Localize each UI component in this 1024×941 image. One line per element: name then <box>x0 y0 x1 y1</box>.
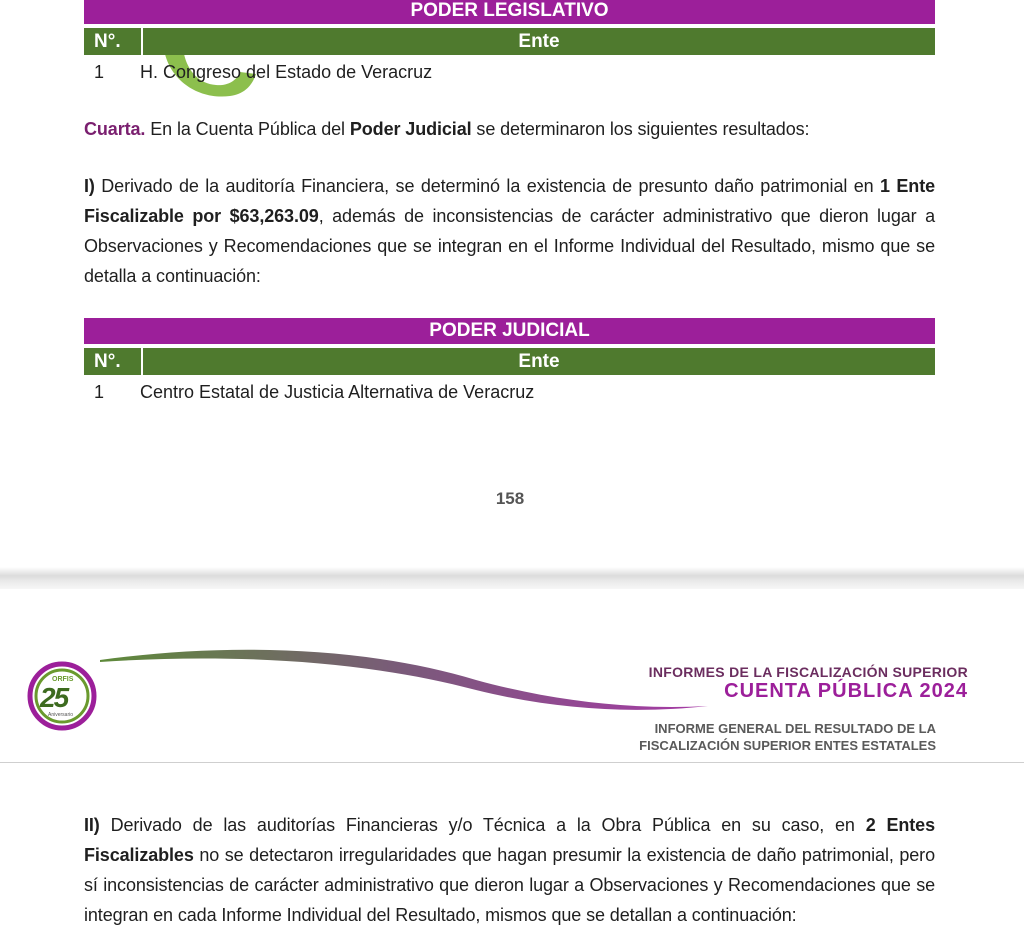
table-row <box>84 379 935 405</box>
header-line-cuenta-publica: CUENTA PÚBLICA 2024 <box>724 680 968 702</box>
column-header-ente: Ente <box>518 351 560 372</box>
text-segment: Derivado de la auditoría Financiera, se determinó la existencia de presunto daño patrimonial en <box>94 176 881 196</box>
text-segment: no se detectaron irregularidades que hagan presumir la existencia de daño patrimonial, pero sí inconsistencias de carácter administrativo que dieron lugar a Observaciones y Recomendaciones que se integran en cada Informe Individual del Resultado, mismos que se detallan a continuación: <box>84 845 935 925</box>
header-divider <box>0 762 1024 763</box>
row-ente: Centro Estatal de Justicia Alternativa de Veracruz <box>140 382 535 402</box>
page-number: 158 <box>495 489 525 508</box>
table-poder-legislativo-title: PODER LEGISLATIVO <box>84 0 935 24</box>
text-segment: , además de inconsistencias de carácter administrativo que dieron lugar a Observaciones y Recomendaciones que se integran en el Informe Individual del Resultado, mismo que se detalla a continuación: <box>84 206 936 286</box>
orfis-25-logo <box>26 660 98 732</box>
table-poder-legislativo-header <box>84 28 935 55</box>
text-segment: Derivado de las auditorías Financieras y/o Técnica a la Obra Pública en su caso, en <box>99 815 866 835</box>
table-row <box>84 59 935 85</box>
row-number: 1 <box>93 382 104 402</box>
logo-number: 25 <box>40 682 68 713</box>
page-break-separator <box>0 567 1024 589</box>
column-header-ente: Ente <box>518 31 560 52</box>
bold-segment: 2 Entes Fiscalizables <box>84 815 935 865</box>
column-header-number: N°. <box>84 348 143 375</box>
row-number: 1 <box>93 62 104 82</box>
item-label: II) <box>84 815 100 835</box>
item-label: I) <box>84 176 95 196</box>
bold-segment: 1 Ente Fiscalizable por $63,263.09 <box>84 176 935 226</box>
section-label: Cuarta. <box>84 119 146 139</box>
header-line-informes: INFORMES DE LA FISCALIZACIÓN SUPERIOR <box>648 664 968 680</box>
paragraph-cuarta <box>84 114 935 144</box>
text-segment: se determinaron los siguientes resultados: <box>471 119 810 139</box>
text-segment: En la Cuenta Pública del <box>145 119 350 139</box>
table-poder-judicial-title: PODER JUDICIAL <box>84 318 935 344</box>
table-poder-judicial-header <box>84 348 935 375</box>
logo-bottom-text: Aniversario <box>48 712 74 718</box>
header-line-informe-general: INFORME GENERAL DEL RESULTADO DE LA <box>654 721 936 736</box>
header-line-fiscalizacion: FISCALIZACIÓN SUPERIOR ENTES ESTATALES <box>639 738 936 753</box>
paragraph-i <box>84 171 935 291</box>
paragraph-ii <box>84 810 935 930</box>
bold-segment: Poder Judicial <box>349 119 472 139</box>
column-header-number: N°. <box>84 28 143 55</box>
row-ente: H. Congreso del Estado de Veracruz <box>140 62 433 82</box>
logo-top-text: ORFIS <box>52 676 74 683</box>
